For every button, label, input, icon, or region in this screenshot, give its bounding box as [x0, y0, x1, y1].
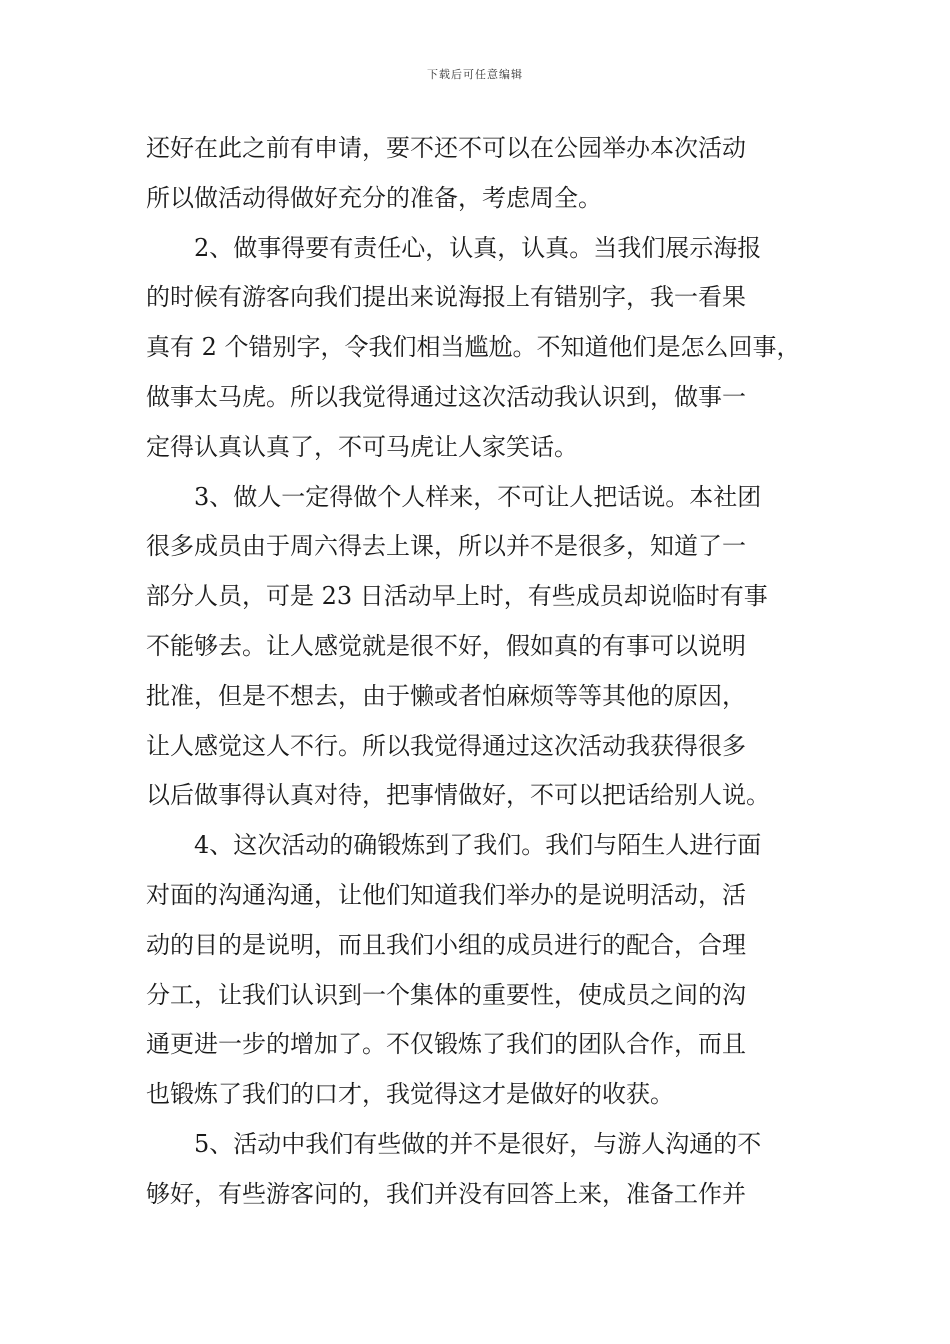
text-line: 真有 2 个错别字，令我们相当尴尬。不知道他们是怎么回事，: [146, 333, 801, 362]
text-line: 批准，但是不想去，由于懒或者怕麻烦等等其他的原因，: [146, 681, 746, 710]
text-line: 还好在此之前有申请，要不还不可以在公园举办本次活动: [146, 134, 746, 162]
text-line: 部分人员，可是 23 日活动早上时，有些成员却说临时有事: [146, 582, 768, 611]
text-line: 对面的沟通沟通，让他们知道我们举办的是说明活动，活: [146, 880, 746, 909]
text-line: 动的目的是说明，而且我们小组的成员进行的配合，合理: [146, 930, 746, 959]
text-line: 所以做活动得做好充分的准备，考虑周全。: [146, 183, 602, 212]
paragraph-start-line: 2、做事得要有责任心，认真，认真。当我们展示海报: [194, 233, 762, 262]
text-line: 不能够去。让人感觉就是很不好，假如真的有事可以说明: [146, 631, 746, 660]
text-line: 以后做事得认真对待，把事情做好，不可以把话给别人说。: [146, 781, 770, 810]
text-line: 通更进一步的增加了。不仅锻炼了我们的团队合作，而且: [146, 1030, 746, 1059]
text-line: 也锻炼了我们的口才，我觉得这才是做好的收获。: [146, 1080, 674, 1109]
text-line: 做事太马虎。所以我觉得通过这次活动我认识到，做事一: [146, 382, 746, 411]
text-line: 够好，有些游客问的，我们并没有回答上来，准备工作并: [146, 1179, 746, 1208]
body-text: [146, 124, 818, 1220]
paragraph-start-line: 3、做人一定得做个人样来，不可让人把话说。本社团: [194, 482, 762, 511]
text-line: 定得认真认真了，不可马虎让人家笑话。: [146, 432, 578, 461]
paragraph-start-line: 5、活动中我们有些做的并不是很好，与游人沟通的不: [194, 1129, 762, 1158]
paragraph-start-line: 4、这次活动的确锻炼到了我们。我们与陌生人进行面: [194, 831, 762, 860]
text-line: 分工，让我们认识到一个集体的重要性，使成员之间的沟: [146, 980, 746, 1009]
text-line: 的时候有游客向我们提出来说海报上有错别字，我一看果: [146, 283, 746, 312]
text-line: 让人感觉这人不行。所以我觉得通过这次活动我获得很多: [146, 731, 746, 760]
text-line: 很多成员由于周六得去上课，所以并不是很多，知道了一: [146, 532, 746, 561]
page-header: 下载后可任意编辑: [427, 68, 523, 81]
